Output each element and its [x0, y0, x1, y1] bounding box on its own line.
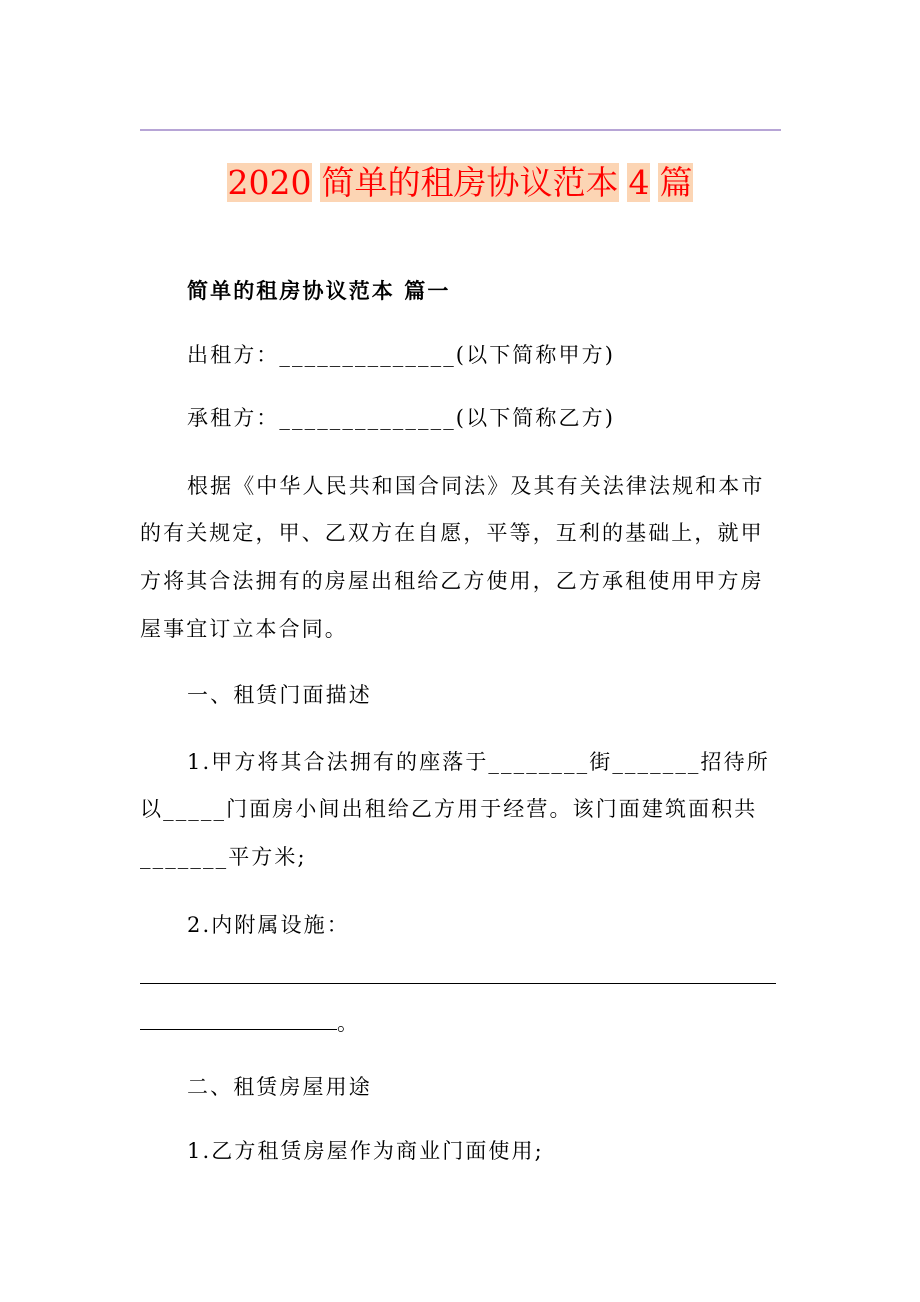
title-count: 4: [628, 163, 650, 202]
title-suffix: 篇: [659, 163, 693, 202]
intro-line: 方将其合法拥有的房屋出租给乙方使用，乙方承租使用甲方房: [140, 569, 764, 593]
part1-heading: 一、租赁门面描述: [187, 683, 372, 707]
header-rule: [140, 129, 781, 131]
blank-line: [140, 1029, 337, 1030]
lessee-line: 承租方：______________(以下简称乙方): [187, 406, 615, 430]
title-year: 2020: [227, 163, 312, 202]
title-main: 简单的租房协议范本: [321, 163, 619, 202]
item1-1-line: _______平方米;: [140, 845, 307, 869]
item1-2-end: 。: [337, 1011, 361, 1035]
item1-2-label: 2.内附属设施：: [187, 913, 350, 937]
lessor-line: 出租方：______________(以下简称甲方): [187, 343, 615, 367]
part2-heading: 二、租赁房屋用途: [187, 1075, 372, 1099]
intro-line: 根据《中华人民共和国合同法》及其有关法律法规和本市: [187, 474, 765, 498]
blank-line: [140, 983, 776, 984]
document-title: [0, 160, 920, 206]
intro-line: 屋事宜订立本合同。: [140, 617, 348, 641]
section-heading: 简单的租房协议范本 篇一: [187, 278, 451, 303]
item2-1-line: 1.乙方租赁房屋作为商业门面使用;: [187, 1139, 544, 1163]
item1-1-line: 1.甲方将其合法拥有的座落于________街_______招待所: [187, 750, 770, 774]
item1-1-line: 以_____门面房小间出租给乙方用于经营。该门面建筑面积共: [140, 797, 758, 821]
intro-line: 的有关规定，甲、乙双方在自愿，平等，互利的基础上，就甲: [140, 521, 764, 545]
